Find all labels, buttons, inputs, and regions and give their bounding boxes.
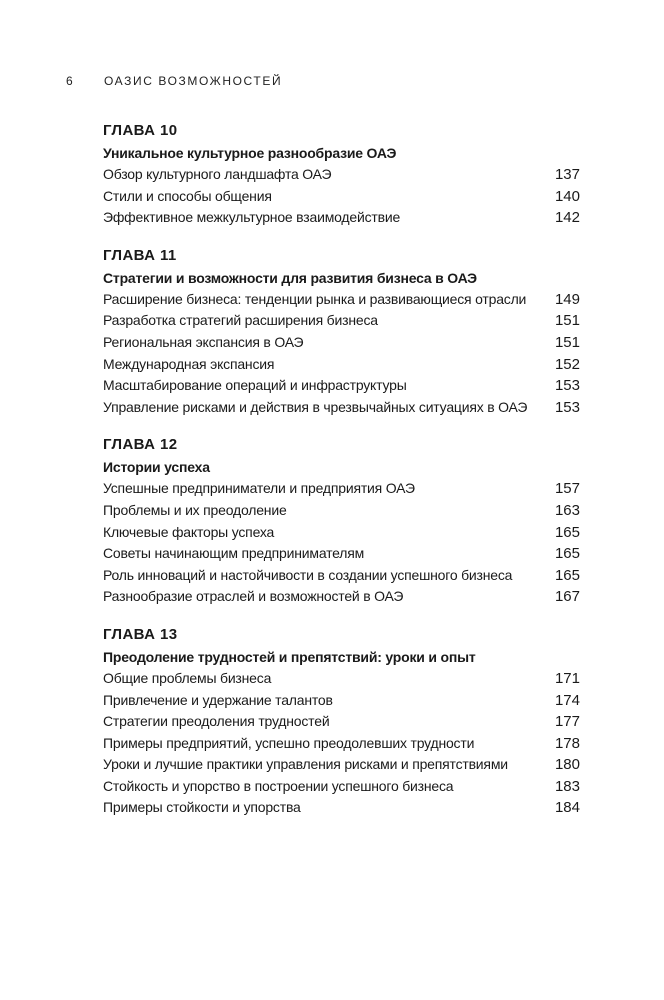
entry-title: Привлечение и удержание талантов xyxy=(103,691,333,708)
toc-entry[interactable] xyxy=(103,500,580,522)
entry-title: Советы начинающим предпринимателям xyxy=(103,545,365,562)
entry-title: Международная экспансия xyxy=(103,355,275,372)
entry-page-number: 149 xyxy=(554,290,580,308)
toc-entry[interactable] xyxy=(103,375,580,397)
toc-entry[interactable] xyxy=(103,310,580,332)
chapter-title: Истории успеха xyxy=(103,459,210,476)
chapter-title: Стратегии и возможности для развития бизнеса в ОАЭ xyxy=(103,269,477,286)
toc-entry[interactable] xyxy=(103,207,580,229)
toc-entry[interactable] xyxy=(103,565,580,587)
toc-entry[interactable] xyxy=(103,186,580,208)
entry-title: Стойкость и упорство в построении успешного бизнеса xyxy=(103,777,454,794)
entry-page-number: 151 xyxy=(554,333,580,351)
toc-entry[interactable] xyxy=(103,543,580,565)
entry-page-number: 184 xyxy=(554,799,580,817)
entry-title: Разработка стратегий расширения бизнеса xyxy=(103,312,378,329)
entry-page-number: 165 xyxy=(554,523,580,541)
toc-entry[interactable] xyxy=(103,776,580,798)
entry-title: Управление рисками и действия в чрезвычайных ситуациях в ОАЭ xyxy=(103,398,528,415)
entry-page-number: 153 xyxy=(554,377,580,395)
toc-entry[interactable] xyxy=(103,754,580,776)
entry-page-number: 165 xyxy=(554,566,580,584)
toc-entry[interactable] xyxy=(103,733,580,755)
chapter-label: ГЛАВА 13 xyxy=(103,625,178,643)
entry-page-number: 183 xyxy=(554,777,580,795)
chapter-label: ГЛАВА 11 xyxy=(103,246,177,264)
chapter-12 xyxy=(103,434,580,608)
table-of-contents xyxy=(103,120,580,835)
chapter-10 xyxy=(103,120,580,229)
entry-page-number: 137 xyxy=(554,166,580,183)
entry-title: Разнообразие отраслей и возможностей в ОАЭ xyxy=(103,588,404,605)
book-title: ОАЗИС ВОЗМОЖНОСТЕЙ xyxy=(104,74,283,88)
entry-title: Уроки и лучшие практики управления рисками и препятствиями xyxy=(103,756,508,773)
toc-entry[interactable] xyxy=(103,397,580,419)
toc-entry[interactable] xyxy=(103,332,580,354)
entry-title: Стили и способы общения xyxy=(103,187,272,204)
entry-page-number: 163 xyxy=(554,501,580,519)
toc-entry[interactable] xyxy=(103,668,580,690)
chapter-label: ГЛАВА 12 xyxy=(103,436,178,454)
entry-page-number: 165 xyxy=(554,545,580,563)
entry-title: Масштабирование операций и инфраструктуры xyxy=(103,377,407,394)
entry-page-number: 157 xyxy=(554,480,580,498)
entry-page-number: 153 xyxy=(554,398,580,416)
entry-page-number: 171 xyxy=(554,669,580,687)
entry-title: Успешные предприниматели и предприятия ОАЭ xyxy=(103,480,415,497)
entry-title: Обзор культурного ландшафта ОАЭ xyxy=(103,166,332,182)
entry-page-number: 167 xyxy=(554,588,580,606)
entry-page-number: 152 xyxy=(554,355,580,373)
entry-page-number: 180 xyxy=(554,756,580,774)
entry-title: Примеры стойкости и упорства xyxy=(103,799,301,816)
toc-entry[interactable] xyxy=(103,711,580,733)
toc-entry[interactable] xyxy=(103,586,580,608)
toc-entry[interactable] xyxy=(103,797,580,819)
toc-entry[interactable] xyxy=(103,354,580,376)
chapter-13 xyxy=(103,624,580,819)
entry-title: Роль инноваций и настойчивости в создании успешного бизнеса xyxy=(103,566,513,583)
page-number: 6 xyxy=(66,74,73,88)
entry-title: Общие проблемы бизнеса xyxy=(103,669,272,686)
entry-title: Примеры предприятий, успешно преодолевших трудности xyxy=(103,734,475,751)
toc-entry[interactable] xyxy=(103,289,580,311)
toc-entry[interactable] xyxy=(103,690,580,712)
entry-title: Эффективное межкультурное взаимодействие xyxy=(103,209,401,226)
toc-entry[interactable] xyxy=(103,164,580,186)
chapter-11 xyxy=(103,245,580,419)
entry-page-number: 151 xyxy=(554,312,580,330)
entry-page-number: 140 xyxy=(554,187,580,205)
entry-title: Региональная экспансия в ОАЭ xyxy=(103,333,304,350)
entry-title: Стратегии преодоления трудностей xyxy=(103,713,330,730)
running-head xyxy=(66,73,282,89)
entry-page-number: 178 xyxy=(554,734,580,752)
entry-page-number: 174 xyxy=(554,691,580,709)
chapter-title: Преодоление трудностей и препятствий: уроки и опыт xyxy=(103,648,476,665)
entry-page-number: 142 xyxy=(554,209,580,227)
toc-entry[interactable] xyxy=(103,478,580,500)
entry-page-number: 177 xyxy=(554,713,580,731)
toc-entry[interactable] xyxy=(103,522,580,544)
entry-title: Проблемы и их преодоление xyxy=(103,501,287,518)
chapter-title: Уникальное культурное разнообразие ОАЭ xyxy=(103,145,397,161)
entry-title: Ключевые факторы успеха xyxy=(103,523,275,540)
chapter-label: ГЛАВА 10 xyxy=(103,122,178,139)
entry-title: Расширение бизнеса: тенденции рынка и развивающиеся отрасли xyxy=(103,290,527,307)
